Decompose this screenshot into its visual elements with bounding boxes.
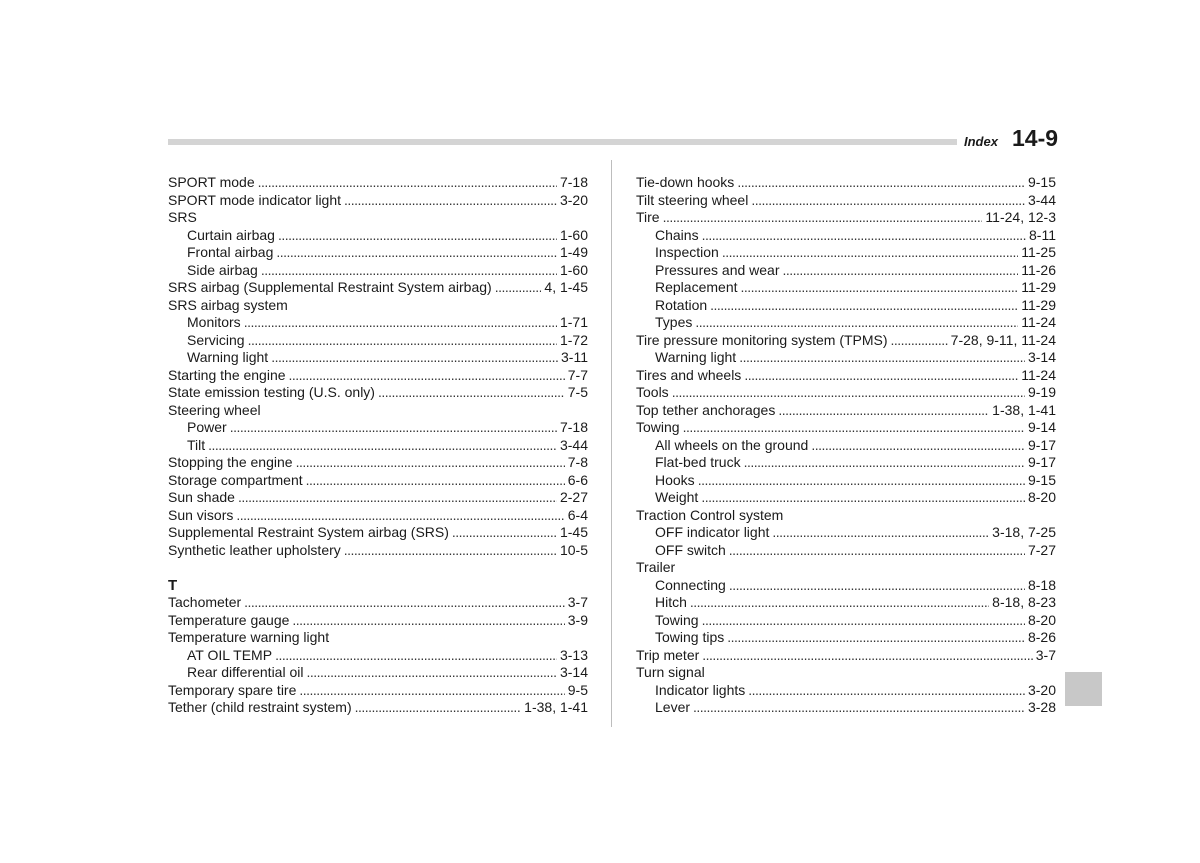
entry-page-ref: 9-14	[1027, 419, 1056, 435]
entry-term: Chains	[655, 226, 699, 243]
entry-page-ref: 3-7	[1035, 646, 1056, 663]
entry-page-ref: 3-13	[559, 646, 588, 663]
entry-term: Tilt	[187, 436, 206, 453]
entry-page-ref: 1-38, 1-41	[524, 699, 588, 715]
entry-page-ref: 1-49	[559, 244, 588, 260]
index-entry	[168, 507, 588, 525]
entry-term: Tachometer	[168, 594, 242, 610]
entry-term: Pressures and wear	[655, 261, 780, 278]
entry-term: SRS airbag (Supplemental Restraint System airbag)	[168, 279, 492, 295]
dot-leader	[236, 507, 564, 525]
index-subentry	[636, 314, 1056, 332]
entry-term: Frontal airbag	[187, 244, 274, 260]
entry-term: Tether (child restraint system)	[168, 699, 352, 715]
index-entry	[168, 367, 588, 385]
index-column-right	[636, 174, 1056, 717]
index-entry	[168, 384, 588, 402]
entry-page-ref: 9-17	[1027, 436, 1056, 453]
dot-leader	[811, 437, 1025, 455]
entry-term: Servicing	[187, 331, 245, 348]
dot-leader	[278, 227, 557, 245]
entry-page-ref: 7-5	[567, 384, 588, 400]
index-subentry	[636, 594, 1056, 612]
dot-leader	[292, 612, 564, 630]
index-subentry	[168, 314, 588, 332]
entry-term: Warning light	[187, 349, 269, 365]
entry-term: Top tether anchorages	[636, 401, 776, 418]
index-entry	[168, 454, 588, 472]
dot-leader	[729, 542, 1025, 560]
entry-page-ref: 11-24	[1021, 314, 1056, 330]
entry-page-ref: 8-18, 8-23	[992, 594, 1056, 610]
index-heading: Trailer	[636, 559, 676, 575]
entry-term: Connecting	[655, 576, 726, 593]
index-subentry	[636, 699, 1056, 717]
dot-leader	[701, 489, 1025, 507]
entry-term: Power	[187, 419, 227, 435]
entry-page-ref: 7-7	[567, 366, 588, 383]
entry-page-ref: 8-18	[1027, 576, 1056, 593]
dot-leader	[751, 192, 1025, 210]
index-subentry	[636, 437, 1056, 455]
index-subentry	[636, 227, 1056, 245]
entry-term: Temperature gauge	[168, 611, 290, 628]
index-entry	[636, 367, 1056, 385]
entry-page-ref: 3-20	[1027, 681, 1056, 698]
dot-leader	[695, 314, 1018, 332]
entry-term: SPORT mode	[168, 174, 255, 190]
entry-page-ref: 3-44	[1027, 191, 1056, 208]
section-label: Index	[964, 134, 998, 149]
entry-page-ref: 1-45	[559, 524, 588, 540]
index-subentry	[636, 489, 1056, 507]
entry-page-ref: 3-20	[559, 191, 588, 208]
entry-term: Tie-down hooks	[636, 174, 735, 190]
header-rule	[168, 139, 957, 145]
index-subentry	[636, 297, 1056, 315]
dot-leader	[261, 262, 557, 280]
entry-page-ref: 4, 1-45	[544, 279, 588, 295]
index-entry	[168, 524, 588, 542]
entry-term: Rotation	[655, 296, 708, 313]
entry-page-ref: 6-6	[567, 471, 588, 488]
index-heading: SRS	[168, 209, 197, 225]
entry-term: Towing tips	[655, 629, 725, 645]
index-subentry	[636, 542, 1056, 560]
dot-leader	[737, 174, 1025, 192]
dot-leader	[495, 279, 542, 297]
dot-leader	[275, 647, 557, 665]
index-entry	[168, 192, 588, 210]
dot-leader	[289, 367, 565, 385]
entry-term: Towing	[636, 419, 680, 435]
index-entry	[168, 472, 588, 490]
dot-leader	[378, 384, 565, 402]
index-subentry	[168, 664, 588, 682]
entry-page-ref: 1-60	[559, 261, 588, 278]
index-heading: SRS airbag system	[168, 296, 288, 313]
entry-term: Tires and wheels	[636, 366, 742, 383]
dot-leader	[344, 542, 557, 560]
entry-page-ref: 3-18, 7-25	[992, 524, 1056, 540]
entry-page-ref: 11-29	[1021, 279, 1056, 295]
index-heading: Traction Control system	[636, 506, 784, 523]
index-heading: Temperature warning light	[168, 629, 330, 645]
index-entry	[636, 192, 1056, 210]
dot-leader	[702, 612, 1025, 630]
dot-leader	[683, 419, 1025, 437]
entry-page-ref: 11-26	[1021, 261, 1056, 278]
entry-term: Tire	[636, 209, 660, 225]
index-subentry	[168, 227, 588, 245]
dot-leader	[276, 244, 557, 262]
entry-page-ref: 11-29	[1021, 296, 1056, 313]
thumb-index-tab	[1065, 672, 1102, 706]
index-subentry	[168, 419, 588, 437]
entry-page-ref: 1-38, 1-41	[992, 401, 1056, 418]
entry-page-ref: 1-72	[559, 331, 588, 348]
entry-page-ref: 8-11	[1029, 226, 1056, 243]
entry-term: Flat-bed truck	[655, 454, 741, 470]
entry-page-ref: 7-18	[559, 174, 588, 190]
entry-term: Supplemental Restraint System airbag (SRS)	[168, 524, 449, 540]
entry-page-ref: 3-7	[567, 594, 588, 610]
entry-term: Weight	[655, 489, 699, 505]
entry-page-ref: 11-25	[1021, 244, 1056, 260]
entry-term: Trip meter	[636, 646, 700, 663]
index-entry	[636, 647, 1056, 665]
index-entry	[168, 699, 588, 717]
dot-leader	[208, 437, 557, 455]
dot-leader	[306, 664, 556, 682]
dot-leader	[244, 314, 557, 332]
dot-leader	[355, 699, 522, 717]
entry-page-ref: 7-18	[559, 419, 588, 435]
dot-leader	[729, 577, 1025, 595]
dot-leader	[702, 227, 1026, 245]
entry-term: Stopping the engine	[168, 454, 293, 470]
entry-term: Sun shade	[168, 489, 235, 505]
entry-page-ref: 9-17	[1027, 454, 1056, 470]
dot-leader	[296, 454, 565, 472]
index-entry	[168, 174, 588, 192]
index-subentry	[636, 454, 1056, 472]
dot-leader	[772, 524, 989, 542]
dot-leader	[783, 262, 1019, 280]
entry-page-ref: 9-5	[567, 681, 588, 698]
dot-leader	[248, 332, 557, 350]
index-subentry	[168, 349, 588, 367]
entry-term: Curtain airbag	[187, 226, 275, 243]
entry-page-ref: 11-24, 12-3	[985, 209, 1056, 225]
entry-term: AT OIL TEMP	[187, 646, 273, 663]
dot-leader	[344, 192, 557, 210]
entry-page-ref: 8-20	[1027, 611, 1056, 628]
index-subentry	[168, 244, 588, 262]
dot-leader	[698, 472, 1025, 490]
dot-leader	[452, 524, 557, 542]
index-subentry	[168, 262, 588, 280]
page-number: 14-9	[1012, 125, 1059, 151]
entry-term: Tools	[636, 384, 669, 400]
entry-term: All wheels on the ground	[655, 436, 809, 453]
index-subentry	[636, 577, 1056, 595]
entry-page-ref: 3-11	[561, 349, 588, 365]
dot-leader	[778, 402, 989, 420]
index-subentry	[168, 647, 588, 665]
entry-page-ref: 7-28, 9-11, 11-24	[950, 331, 1056, 348]
entry-page-ref: 1-60	[559, 226, 588, 243]
index-subentry	[636, 524, 1056, 542]
index-column-left	[168, 174, 588, 717]
entry-term: Side airbag	[187, 261, 258, 278]
dot-leader	[258, 174, 557, 192]
dot-leader	[727, 629, 1025, 647]
entry-term: Lever	[655, 699, 691, 715]
index-subentry	[636, 629, 1056, 647]
entry-term: Sun visors	[168, 506, 234, 523]
entry-page-ref: 1-71	[559, 314, 588, 330]
dot-leader	[693, 699, 1025, 717]
dot-leader	[230, 419, 557, 437]
entry-term: Replacement	[655, 279, 738, 295]
dot-leader	[739, 349, 1025, 367]
dot-leader	[690, 594, 989, 612]
entry-term: Synthetic leather upholstery	[168, 541, 341, 558]
index-entry	[636, 384, 1056, 402]
index-subentry	[636, 612, 1056, 630]
dot-leader	[663, 209, 983, 227]
entry-term: Monitors	[187, 314, 241, 330]
dot-leader	[271, 349, 558, 367]
entry-page-ref: 11-24	[1021, 366, 1056, 383]
dot-leader	[748, 682, 1025, 700]
index-entry	[636, 332, 1056, 350]
entry-page-ref: 9-15	[1027, 471, 1056, 488]
index-entry	[636, 174, 1056, 192]
index-entry	[636, 209, 1056, 227]
entry-page-ref: 7-27	[1027, 541, 1056, 558]
entry-page-ref: 10-5	[559, 541, 588, 558]
entry-term: Towing	[655, 611, 699, 628]
entry-term: Hooks	[655, 471, 695, 488]
dot-leader	[702, 647, 1032, 665]
entry-term: Tire pressure monitoring system (TPMS)	[636, 331, 888, 348]
entry-term: Hitch	[655, 594, 687, 610]
index-entry	[168, 682, 588, 700]
index-heading: Steering wheel	[168, 401, 261, 418]
dot-leader	[744, 454, 1025, 472]
index-heading: Turn signal	[636, 664, 705, 680]
index-subentry	[636, 682, 1056, 700]
index-subentry	[636, 262, 1056, 280]
entry-page-ref: 9-15	[1027, 174, 1056, 190]
dot-leader	[306, 472, 565, 490]
dot-leader	[299, 682, 564, 700]
entry-page-ref: 8-20	[1027, 489, 1056, 505]
dot-leader	[891, 332, 948, 350]
index-subentry	[636, 244, 1056, 262]
entry-term: Indicator lights	[655, 681, 746, 698]
index-entry	[636, 419, 1056, 437]
index-entry	[636, 402, 1056, 420]
column-divider	[611, 160, 612, 727]
index-subentry	[168, 332, 588, 350]
entry-term: Warning light	[655, 349, 737, 365]
entry-page-ref: 3-28	[1027, 699, 1056, 715]
dot-leader	[238, 489, 557, 507]
dot-leader	[722, 244, 1018, 262]
entry-term: Starting the engine	[168, 366, 286, 383]
entry-term: Temporary spare tire	[168, 681, 297, 698]
entry-term: State emission testing (U.S. only)	[168, 384, 375, 400]
index-subentry	[636, 349, 1056, 367]
index-entry	[168, 489, 588, 507]
index-entry	[168, 542, 588, 560]
entry-term: Tilt steering wheel	[636, 191, 749, 208]
entry-page-ref: 9-19	[1027, 384, 1056, 400]
entry-page-ref: 6-4	[567, 506, 588, 523]
index-entry	[168, 594, 588, 612]
index-subentry	[168, 437, 588, 455]
dot-leader	[741, 279, 1019, 297]
index-letter-heading: T	[168, 576, 178, 594]
entry-page-ref: 7-8	[567, 454, 588, 470]
dot-leader	[244, 594, 565, 612]
entry-term: Inspection	[655, 244, 719, 260]
entry-page-ref: 8-26	[1027, 629, 1056, 645]
index-subentry	[636, 279, 1056, 297]
dot-leader	[710, 297, 1018, 315]
spacer	[168, 559, 588, 577]
entry-term: SPORT mode indicator light	[168, 191, 342, 208]
index-subentry	[636, 472, 1056, 490]
entry-term: Storage compartment	[168, 471, 303, 488]
entry-page-ref: 3-44	[559, 436, 588, 453]
entry-term: OFF switch	[655, 541, 726, 558]
index-entry	[168, 612, 588, 630]
entry-term: Types	[655, 314, 693, 330]
dot-leader	[744, 367, 1018, 385]
index-entry	[168, 279, 588, 297]
entry-page-ref: 2-27	[559, 489, 588, 505]
entry-term: Rear differential oil	[187, 664, 304, 680]
entry-term: OFF indicator light	[655, 524, 770, 540]
dot-leader	[672, 384, 1025, 402]
entry-page-ref: 3-9	[567, 611, 588, 628]
entry-page-ref: 3-14	[559, 664, 588, 680]
entry-page-ref: 3-14	[1027, 349, 1056, 365]
